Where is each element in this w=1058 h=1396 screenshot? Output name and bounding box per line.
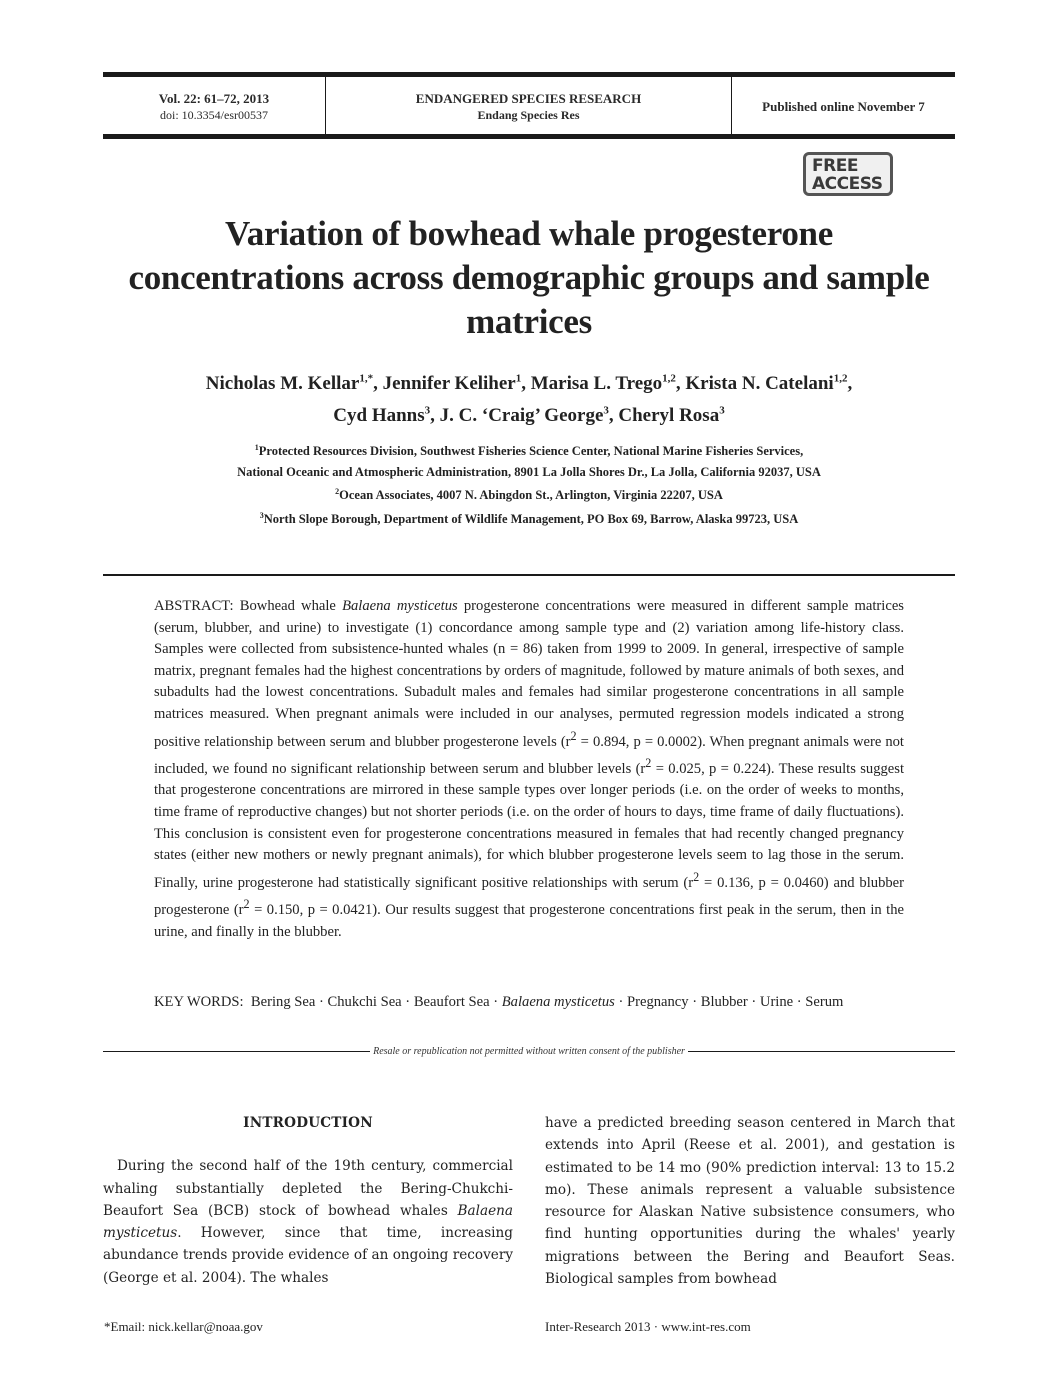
abstract: ABSTRACT: Bowhead whale Balaena mysticetus progesterone concentrations were measured in different sample matrices (serum, blubber, and urine) to investigate (1) concordance among sample type and (2) variation among life-history class. Samples were collected from subsistence-hunted whales (n = 86) taken from 1999 to 2009. In general, irrespective of sample matrix, pregnant females had the highest concentrations by orders of magnitude, followed by mature animals of both sexes, and subadults had the lowest concentrations. Subadult males and females had similar progesterone concentrations in all sample matrices measured. When pregnant animals were included in our analyses, permuted regression models indicated a strong positive relationship between serum and blubber progesterone levels ($r^2 = 0.894$, p = 0.0002). When pregnant animals were not included, we found no significant relationship between serum and blubber levels ($r^2 = 0.025$, p = 0.224). These results suggest that progesterone concentrations are mirrored in these sample types over longer periods (i.e. on the order of weeks to months, time frame of reproductive changes) but not shorter periods (i.e. on the order of hours to days, time frame of daily fluctuations). This conclusion is consistent even for progesterone concentrations measured in females that had recently changed pregnancy states (either new mothers or newly pregnant animals), for which blubber progesterone levels seem to lag those in the serum. Finally, urine progesterone had statistically significant positive relationships with serum ($r^2 = 0.136$, p = 0.0460) and blubber progesterone ($r^2 = 0.150$, p = 0.0421). Our results suggest that progesterone concentrations first peak in the serum, then in the urine, and finally in the blubber. <box>154 598 904 940</box>
journal-name: ENDANGERED SPECIES RESEARCH <box>415 90 642 106</box>
author: J. C. ‘Craig’ George$^3$, <box>439 404 619 426</box>
doi-link[interactable]: doi: 10.3354/esr00537 <box>160 107 268 122</box>
header-journal <box>326 82 731 130</box>
corresponding-email[interactable]: *Email: nick.kellar@noaa.gov <box>104 1319 263 1334</box>
header-bottom-rule <box>103 134 955 139</box>
header-published <box>732 82 955 130</box>
author: Cheryl Rosa$^3$ <box>618 404 725 426</box>
header-top-rule <box>103 72 955 77</box>
volume-info: Vol. 22: 61–72, 2013 <box>158 90 270 106</box>
section-heading: INTRODUCTION <box>243 1115 373 1131</box>
author: Jennifer Keliher$^1$, <box>382 373 531 395</box>
abstract-label: ABSTRACT: <box>154 598 234 614</box>
badge-line-2: ACCESS <box>812 174 883 194</box>
publisher-credit[interactable]: Inter-Research 2013 · www.int-res.com <box>545 1319 751 1334</box>
resale-notice <box>103 1046 955 1057</box>
author: Nicholas M. Kellar$^{1,*}$, <box>205 373 383 395</box>
paragraph: During the second half of the 19th century, commercial whaling substantially depleted the Bering-Chukchi-Beaufort Sea (BCB) stock of bowhead whales Balaena mysticetus. However, since that time, increasing abundance trends provide evidence of an ongoing recovery (George et al. 2004). The whales <box>103 1158 513 1286</box>
author-list <box>110 366 948 429</box>
divider <box>688 1051 955 1052</box>
abstract-top-rule <box>103 574 955 576</box>
resale-text: Resale or republication not permitted without written consent of the publisher <box>373 1046 685 1057</box>
free-access-badge <box>803 152 893 196</box>
author: Marisa L. Trego$^{1,2}$, <box>530 373 686 395</box>
species-name: Balaena mysticetus <box>501 994 615 1010</box>
affiliation-3: $^3$North Slope Borough, Department of Wildlife Management, PO Box 69, Barrow, Alaska 99723, USA <box>259 510 799 526</box>
published-date: Published online November 7 <box>762 98 925 114</box>
affiliation-2: $^2$Ocean Associates, 4007 N. Abingdon St., Arlington, Virginia 22207, USA <box>335 487 723 503</box>
species-name: Balaena mysticetus <box>103 1202 513 1242</box>
column-left <box>103 1112 513 1289</box>
author: Krista N. Catelani$^{1,2}$, <box>685 373 853 395</box>
affiliation-1: $^1$Protected Resources Division, Southwest Fisheries Science Center, National Marine Fisheries Services, National Oceanic and Atmospheric Administration, 8901 La Jolla Shores Dr., La Jolla, California 92037, USA <box>237 443 821 479</box>
affiliations <box>130 438 928 529</box>
divider <box>103 1051 370 1052</box>
paper-title: Variation of bowhead whale progesterone concentrations across demographic groups and sample matrices <box>128 214 930 341</box>
author: Cyd Hanns$^3$, <box>333 404 440 426</box>
species-name: Balaena mysticetus <box>342 598 458 614</box>
journal-abbrev: Endang Species Res <box>477 107 580 122</box>
header-citation <box>103 82 325 130</box>
keywords: KEY WORDS: Bering Sea · Chukchi Sea · Beaufort Sea · Balaena mysticetus · Pregnancy · Blubber · Urine · Serum <box>154 994 844 1010</box>
badge-line-1: FREE <box>812 156 858 176</box>
column-right <box>545 1112 955 1290</box>
keywords-label: KEY WORDS: <box>154 994 244 1010</box>
paragraph: have a predicted breeding season centered in March that extends into April (Reese et al. 2001), and gestation is estimated to be 14 mo (90% prediction interval: 13 to 15.2 mo). These animals represent a valuable subsistence resource for Alaskan Native subsistence consumers, who find hunting opportunities during the whales' yearly migrations between the Bering and Beaufort Seas. Biological samples from bowhead <box>545 1115 955 1288</box>
